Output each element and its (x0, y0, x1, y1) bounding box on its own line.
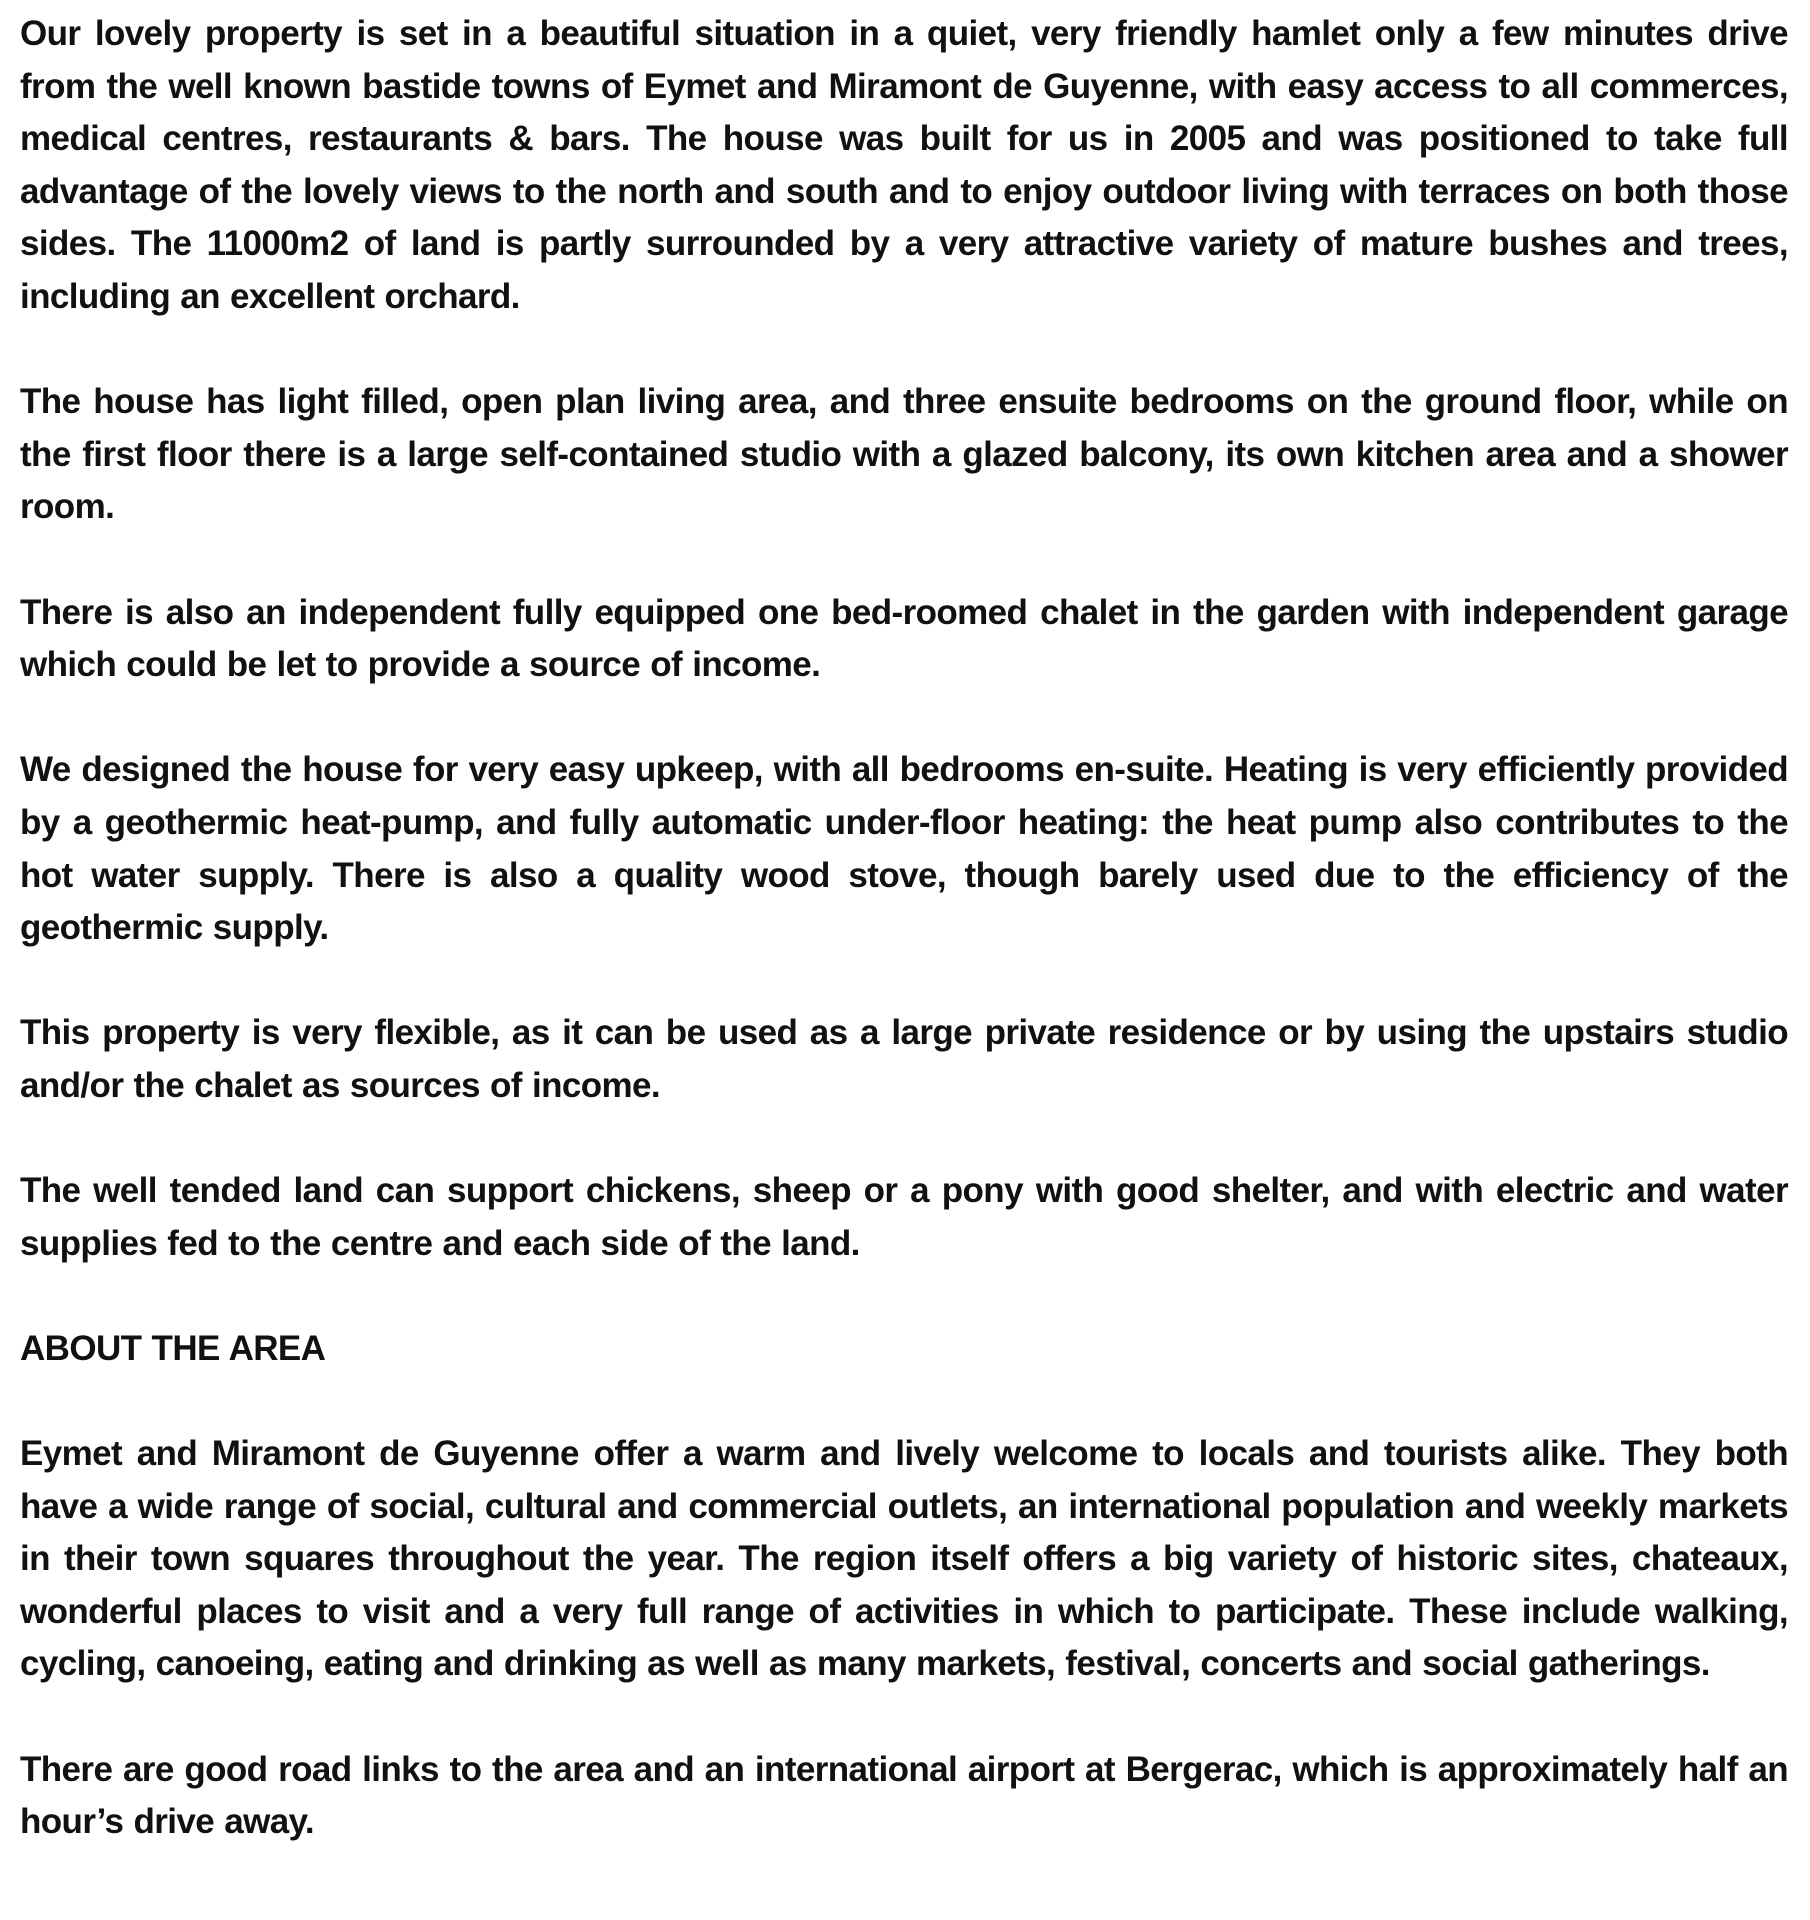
paragraph-property-intro: Our lovely property is set in a beautiful situation in a quiet, very friendly hamlet only a few minutes drive from the well known bastide towns of Eymet and Miramont de Guyenne, with easy access to all commerces, medical centres, restaurants & bars. The house was built for us in 2005 and was positioned to take full advantage of the lovely views to the north and south and to enjoy outdoor living with terraces on both those sides. The 11000m2 of land is partly surrounded by a very attractive variety of mature bushes and trees, including an excellent orchard. (20, 14, 1788, 316)
paragraph-chalet: There is also an independent fully equipped one bed-roomed chalet in the garden with independent garage which could be let to provide a source of income. (20, 592, 1788, 685)
document-page (20, 8, 1788, 1849)
paragraph-area-description: Eymet and Miramont de Guyenne offer a warm and lively welcome to locals and tourists alike. They both have a wide range of social, cultural and commercial outlets, an international population and weekly markets in their town squares throughout the year. The region itself offers a big variety of historic sites, chateaux, wonderful places to visit and a very full range of activities in which to participate. These include walking, cycling, canoeing, eating and drinking as well as many markets, festival, concerts and social gatherings. (20, 1434, 1788, 1684)
paragraph-land: The well tended land can support chickens, sheep or a pony with good shelter, and with electric and water supplies fed to the centre and each side of the land. (20, 1171, 1788, 1263)
paragraph-transport-links: There are good road links to the area and an international airport at Bergerac, which is approximately half an hour’s drive away. (20, 1749, 1788, 1842)
paragraph-flexibility: This property is very flexible, as it can be used as a large private residence or by using the upstairs studio and/or the chalet as sources of income. (20, 1013, 1788, 1105)
paragraph-heating: We designed the house for very easy upkeep, with all bedrooms en-suite. Heating is very efficiently provided by a geothermic heat-pump, and fully automatic under-floor heating: the heat pump also contributes to the hot water supply. There is also a quality wood stove, though barely used due to the efficiency of the geothermic supply. (20, 750, 1788, 948)
section-heading-area: ABOUT THE AREA (20, 1328, 326, 1368)
paragraph-house-layout: The house has light filled, open plan living area, and three ensuite bedrooms on the ground floor, while on the first floor there is a large self-contained studio with a glazed balcony, its own kitchen area and a shower room. (20, 382, 1788, 527)
